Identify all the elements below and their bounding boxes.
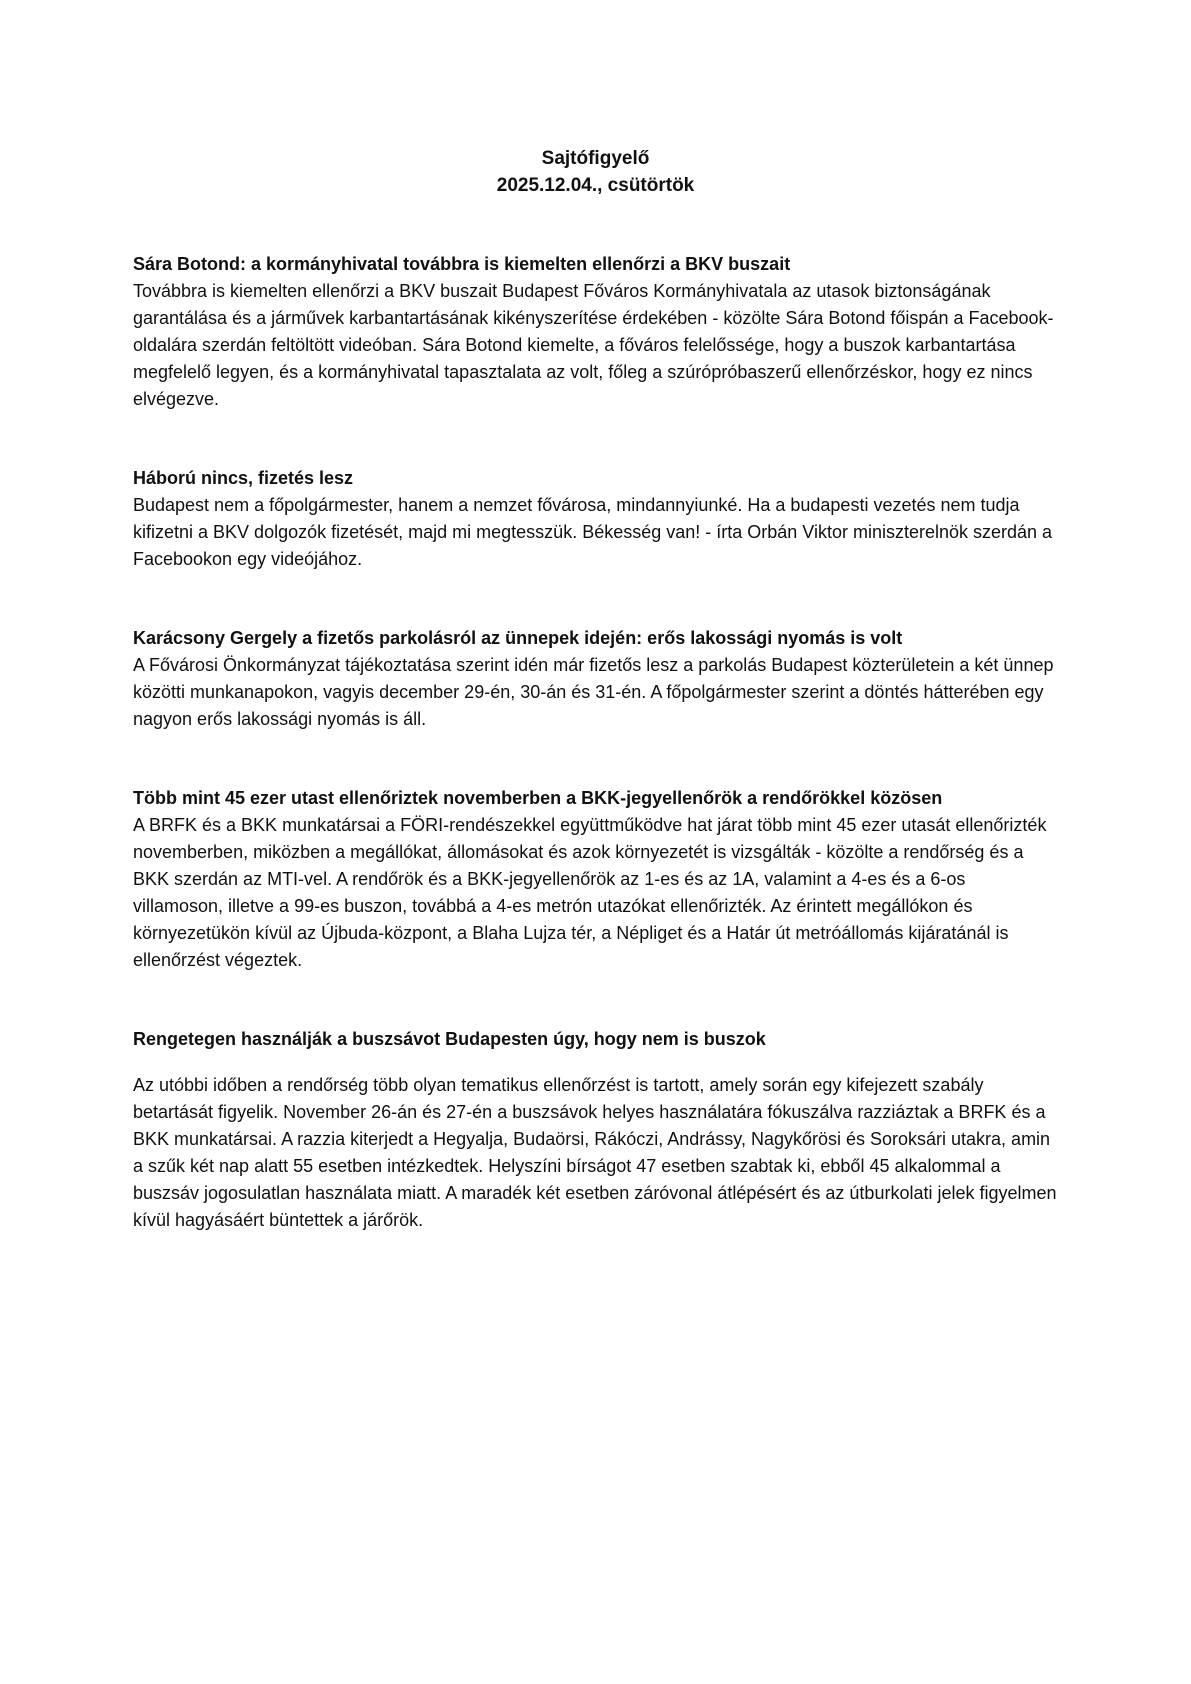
section-heading: Háború nincs, fizetés lesz bbox=[133, 468, 354, 488]
doc-date: 2025.12.04., csütörtök bbox=[496, 175, 695, 196]
news-section-buszsav bbox=[133, 1026, 1058, 1234]
news-section-parkolas bbox=[133, 625, 1058, 733]
news-section-haboru-nincs bbox=[133, 465, 1058, 573]
section-body: Az utóbbi időben a rendőrség több olyan tematikus ellenőrzést is tartott, amely során egy kifejezett szabály betartását figyelik. November 26-án és 27-én a buszsávok helyes használatára fókuszálva razziáztak a BRFK és a BKK munkatársai. A razzia kiterjedt a Hegyalja, Budaörsi, Rákóczi, Andrássy, Nagykőrösi és Soroksári utakra, amin a szűk két nap alatt 55 esetben intézkedtek. Helyszíni bírságot 47 esetben szabtak ki, ebből 45 alkalommal a buszsáv jogosulatlan használata miatt. A maradék két esetben záróvonal átlépésért és az útburkolati jelek figyelmen kívül hagyásáért büntettek a járőrök. bbox=[133, 1075, 1057, 1230]
section-heading: Több mint 45 ezer utast ellenőriztek novemberben a BKK-jegyellenőrök a rendőrökkel közösen bbox=[133, 788, 943, 808]
section-body: A BRFK és a BKK munkatársai a FÖRI-rendészekkel együttműködve hat járat több mint 45 ezer utasát ellenőrizték novemberben, miközben a megállókat, állomásokat és azok környezetét is vizsgálták - közölte a rendőrség és a BKK szerdán az MTI-vel. A rendőrök és a BKK-jegyellenőrök az 1-es és az 1A, valamint a 4-es és a 6-os villamoson, illetve a 99-es buszon, továbbá a 4-es metrón utazókat ellenőrizték. Az érintett megállókon és környezetükön kívül az Újbuda-központ, a Blaha Lujza tér, a Népliget és a Határ út metróállomás kijáratánál is ellenőrzést végeztek. bbox=[133, 815, 1047, 970]
news-section-bkv-inspection bbox=[133, 251, 1058, 413]
news-section-jegyellenorok bbox=[133, 785, 1058, 974]
section-body: Budapest nem a főpolgármester, hanem a nemzet fővárosa, mindannyiunké. Ha a budapesti vezetés nem tudja kifizetni a BKV dolgozók fizetését, majd mi megtesszük. Békesség van! - írta Orbán Viktor miniszterelnök szerdán a Facebookon egy videójához. bbox=[133, 495, 1053, 569]
section-body: Továbbra is kiemelten ellenőrzi a BKV buszait Budapest Főváros Kormányhivatala az utasok biztonságának garantálása és a járművek karbantartásának kikényszerítése érdekében - közölte Sára Botond főispán a Facebook-oldalára szerdán feltöltött videóban. Sára Botond kiemelte, a főváros felelőssége, hogy a buszok karbantartása megfelelő legyen, és a kormányhivatal tapasztalata az volt, főleg a szúrópróbaszerű ellenőrzéskor, hogy ez nincs elvégezve. bbox=[133, 281, 1054, 409]
section-heading: Karácsony Gergely a fizetős parkolásról az ünnepek idején: erős lakossági nyomás is volt bbox=[133, 628, 903, 648]
section-heading: Sára Botond: a kormányhivatal továbbra is kiemelten ellenőrzi a BKV buszait bbox=[133, 254, 791, 274]
section-heading: Rengetegen használják a buszsávot Budapesten úgy, hogy nem is buszok bbox=[133, 1029, 766, 1049]
document-header bbox=[133, 145, 1058, 199]
doc-title: Sajtófigyelő bbox=[541, 148, 650, 169]
section-body: A Fővárosi Önkormányzat tájékoztatása szerint idén már fizetős lesz a parkolás Budapest közterületein a két ünnep közötti munkanapokon, vagyis december 29-én, 30-án és 31-én. A főpolgármester szerint a döntés hátterében egy nagyon erős lakossági nyomás is áll. bbox=[133, 655, 1054, 729]
